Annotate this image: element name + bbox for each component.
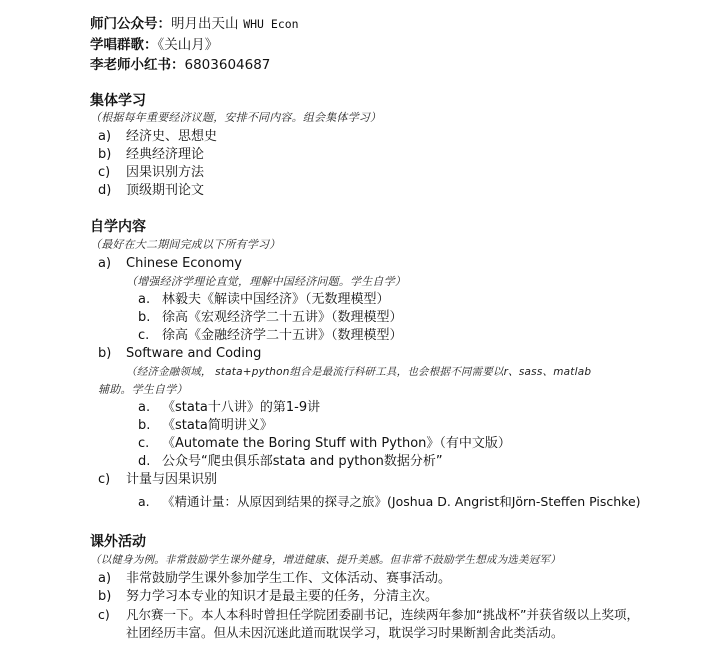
sub-item-label: c. [138, 328, 150, 343]
extracurricular-item-cont: 社团经历丰富。但从未因沉迷此道而耽误学习，耽误学习时果断割舍此类活动。 [126, 625, 564, 640]
extracurricular-note: （以健身为例。非常鼓励学生课外健身，增进健康、提升美感。但非常不鼓励学生想成为选美冠军） [90, 554, 561, 566]
item-label: d) [98, 183, 112, 198]
item-text: Chinese Economy [126, 256, 242, 271]
rednote-line [90, 56, 270, 74]
sub-item [138, 291, 390, 309]
sub-item [138, 493, 641, 511]
sub-item-text: 《Automate the Boring Stuff with Python》（有中文版） [162, 436, 511, 451]
sub-item-label: d. [138, 454, 151, 469]
sub-item-label: b. [138, 310, 151, 325]
extracurricular-item [98, 570, 451, 588]
self-study-b-note: （经济金融领域， stata+python组合是最流行科研工具，也会根据不同需要以r、sass、matlab [126, 366, 592, 378]
sub-item-text: 《stata简明讲义》 [162, 418, 273, 433]
official-account-en: WHU Econ [243, 17, 299, 31]
item-label: c) [98, 607, 110, 622]
sub-item [138, 399, 320, 417]
item-label: c) [98, 165, 111, 180]
self-study-a-note: （增强经济学理论直觉，理解中国经济问题。学生自学） [126, 275, 406, 288]
sub-item [138, 417, 273, 435]
official-account-label: 师门公众号： [90, 16, 171, 32]
sub-item-text: 徐高《宏观经济学二十五讲》（数理模型） [162, 310, 403, 325]
collective-item [98, 164, 204, 182]
self-study-title: 自学内容 [90, 219, 146, 235]
self-study-note: （最好在大二期间完成以下所有学习） [90, 238, 281, 251]
item-label: a) [98, 571, 112, 586]
collective-title: 集体学习 [90, 93, 146, 109]
collective-item [98, 146, 204, 164]
collective-note: （根据每年重要经济议题，安排不同内容。组会集体学习） [90, 111, 382, 124]
sub-item-text: 《stata十八讲》的第1-9讲 [162, 400, 321, 415]
item-text: 因果识别方法 [126, 165, 205, 180]
self-study-item-b [98, 345, 261, 363]
item-text: Software and Coding [126, 346, 262, 361]
sub-item-label: c. [138, 436, 150, 451]
item-label: b) [98, 147, 112, 162]
sub-item [138, 435, 511, 453]
item-label: a) [98, 129, 112, 144]
sub-item-label: b. [138, 418, 151, 433]
collective-item [98, 128, 217, 146]
extracurricular-item [98, 606, 639, 624]
rednote-id: 6803604687 [184, 57, 271, 73]
self-study-b-note-cont: 辅助。学生自学） [98, 383, 188, 396]
sub-item-text: 公众号“爬虫俱乐部stata and python数据分析” [162, 454, 443, 469]
extracurricular-item [98, 588, 438, 606]
item-text: 经济史、思想史 [126, 129, 218, 144]
item-label: b) [98, 346, 112, 361]
official-account-line [90, 15, 299, 33]
rednote-label: 李老师小红书： [90, 57, 185, 73]
item-text: 计量与因果识别 [126, 472, 218, 487]
self-study-item-a [98, 255, 242, 273]
item-label: b) [98, 589, 112, 604]
group-song-line [90, 36, 218, 54]
group-song-name: 《关山月》 [157, 37, 219, 53]
sub-item-text: 林毅夫《解读中国经济》（无数理模型） [162, 292, 390, 307]
item-text: 努力学习本专业的知识才是最主要的任务，分清主次。 [126, 589, 439, 604]
item-text: 顶级期刊论文 [126, 183, 205, 198]
group-song-label: 学唱群歌： [90, 37, 158, 53]
official-account-name: 明月出天山 [171, 16, 239, 32]
sub-item [138, 453, 443, 471]
item-text: 非常鼓励学生课外参加学生工作、文体活动、赛事活动。 [126, 571, 452, 586]
collective-item [98, 182, 204, 200]
item-label: a) [98, 256, 112, 271]
sub-item-label: a. [138, 292, 151, 307]
sub-item-text: 《精通计量：从原因到结果的探寻之旅》(Joshua D. Angrist和Jörn-Steffen Pischke) [162, 494, 641, 509]
item-label: c) [98, 472, 111, 487]
item-text: 凡尔赛一下。本人本科时曾担任学院团委副书记，连续两年参加“挑战杯”并获省级以上奖项， [126, 607, 639, 622]
self-study-item-c [98, 471, 217, 489]
sub-item-text: 徐高《金融经济学二十五讲》（数理模型） [162, 328, 403, 343]
sub-item-label: a. [138, 400, 151, 415]
sub-item [138, 309, 403, 327]
sub-item-label: a. [138, 494, 150, 509]
item-text: 经典经济理论 [126, 147, 205, 162]
extracurricular-title: 课外活动 [90, 534, 146, 550]
sub-item [138, 327, 403, 345]
